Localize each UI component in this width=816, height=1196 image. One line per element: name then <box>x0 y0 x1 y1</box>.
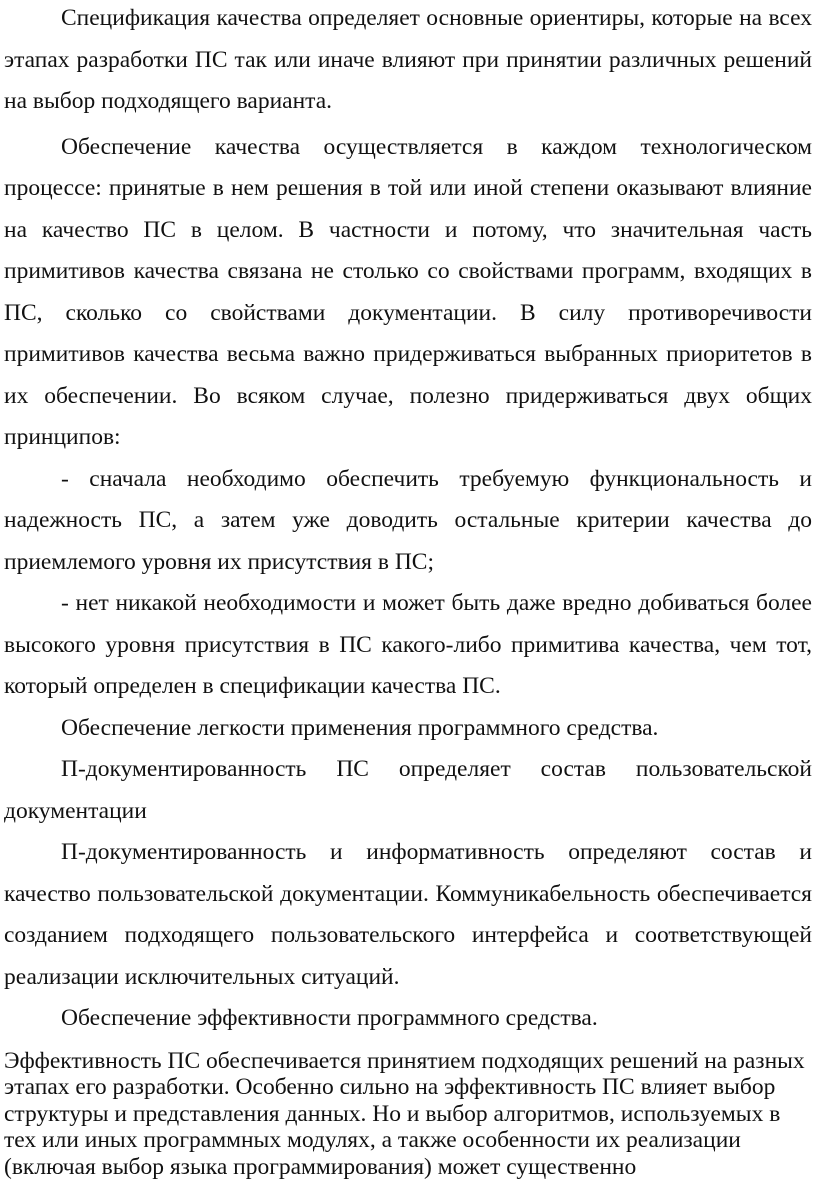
heading-efficiency: Обеспечение эффективности программного средства. <box>61 1005 598 1031</box>
paragraph-quality-assurance: Обеспечение качества осуществляется в каждом технологическом процессе: принятые в нем решения в той или иной степени оказывают влияние на качество ПС в целом. В частности и потому, что значительная часть примитивов качества связана не столько со свойствами программ, входящих в ПС, сколько со свойствами документации. В силу противоречивости примитивов качества весьма важно придерживаться выбранных приоритетов в их обеспечении. Во всяком случае, полезно придерживаться двух общих принципов: <box>4 133 812 450</box>
list-item-principle-1: - сначала необходимо обеспечить требуемую функциональность и надежность ПС, а затем уже доводить остальные критерии качества до приемлемого уровня их присутствия в ПС; <box>4 465 812 575</box>
paragraph-informativeness: П-документированность и информативность определяют состав и качество пользовательской документации. Коммуникабельность обеспечивается созданием подходящего пользовательского интерфейса и соответствующей реализации исключительных ситуаций. <box>4 839 812 990</box>
paragraph-quality-spec: Спецификация качества определяет основные ориентиры, которые на всех этапах разработки ПС так или иначе влияют при принятии различных решений на выбор подходящего варианта. <box>4 5 812 114</box>
paragraph-documentation: П-документированность ПС определяет состав пользовательской документации <box>4 756 812 824</box>
list-item-principle-2: - нет никакой необходимости и может быть даже вредно добиваться более высокого уровня присутствия в ПС какого-либо примитива качества, чем тот, который определен в спецификации качества ПС. <box>4 590 812 699</box>
document-page <box>4 0 812 1180</box>
paragraph-efficiency: Эффективность ПС обеспечивается принятием подходящих решений на разных этапах его разработки. Особенно сильно на эффективность ПС влияет выбор структуры и представления данных. Но и выбор алгоритмов, используемых в тех или иных программных модулях, а также особенности их реализации (включая выбор языка программирования) может существенно <box>4 1047 805 1180</box>
heading-usability: Обеспечение легкости применения программного средства. <box>61 714 659 741</box>
